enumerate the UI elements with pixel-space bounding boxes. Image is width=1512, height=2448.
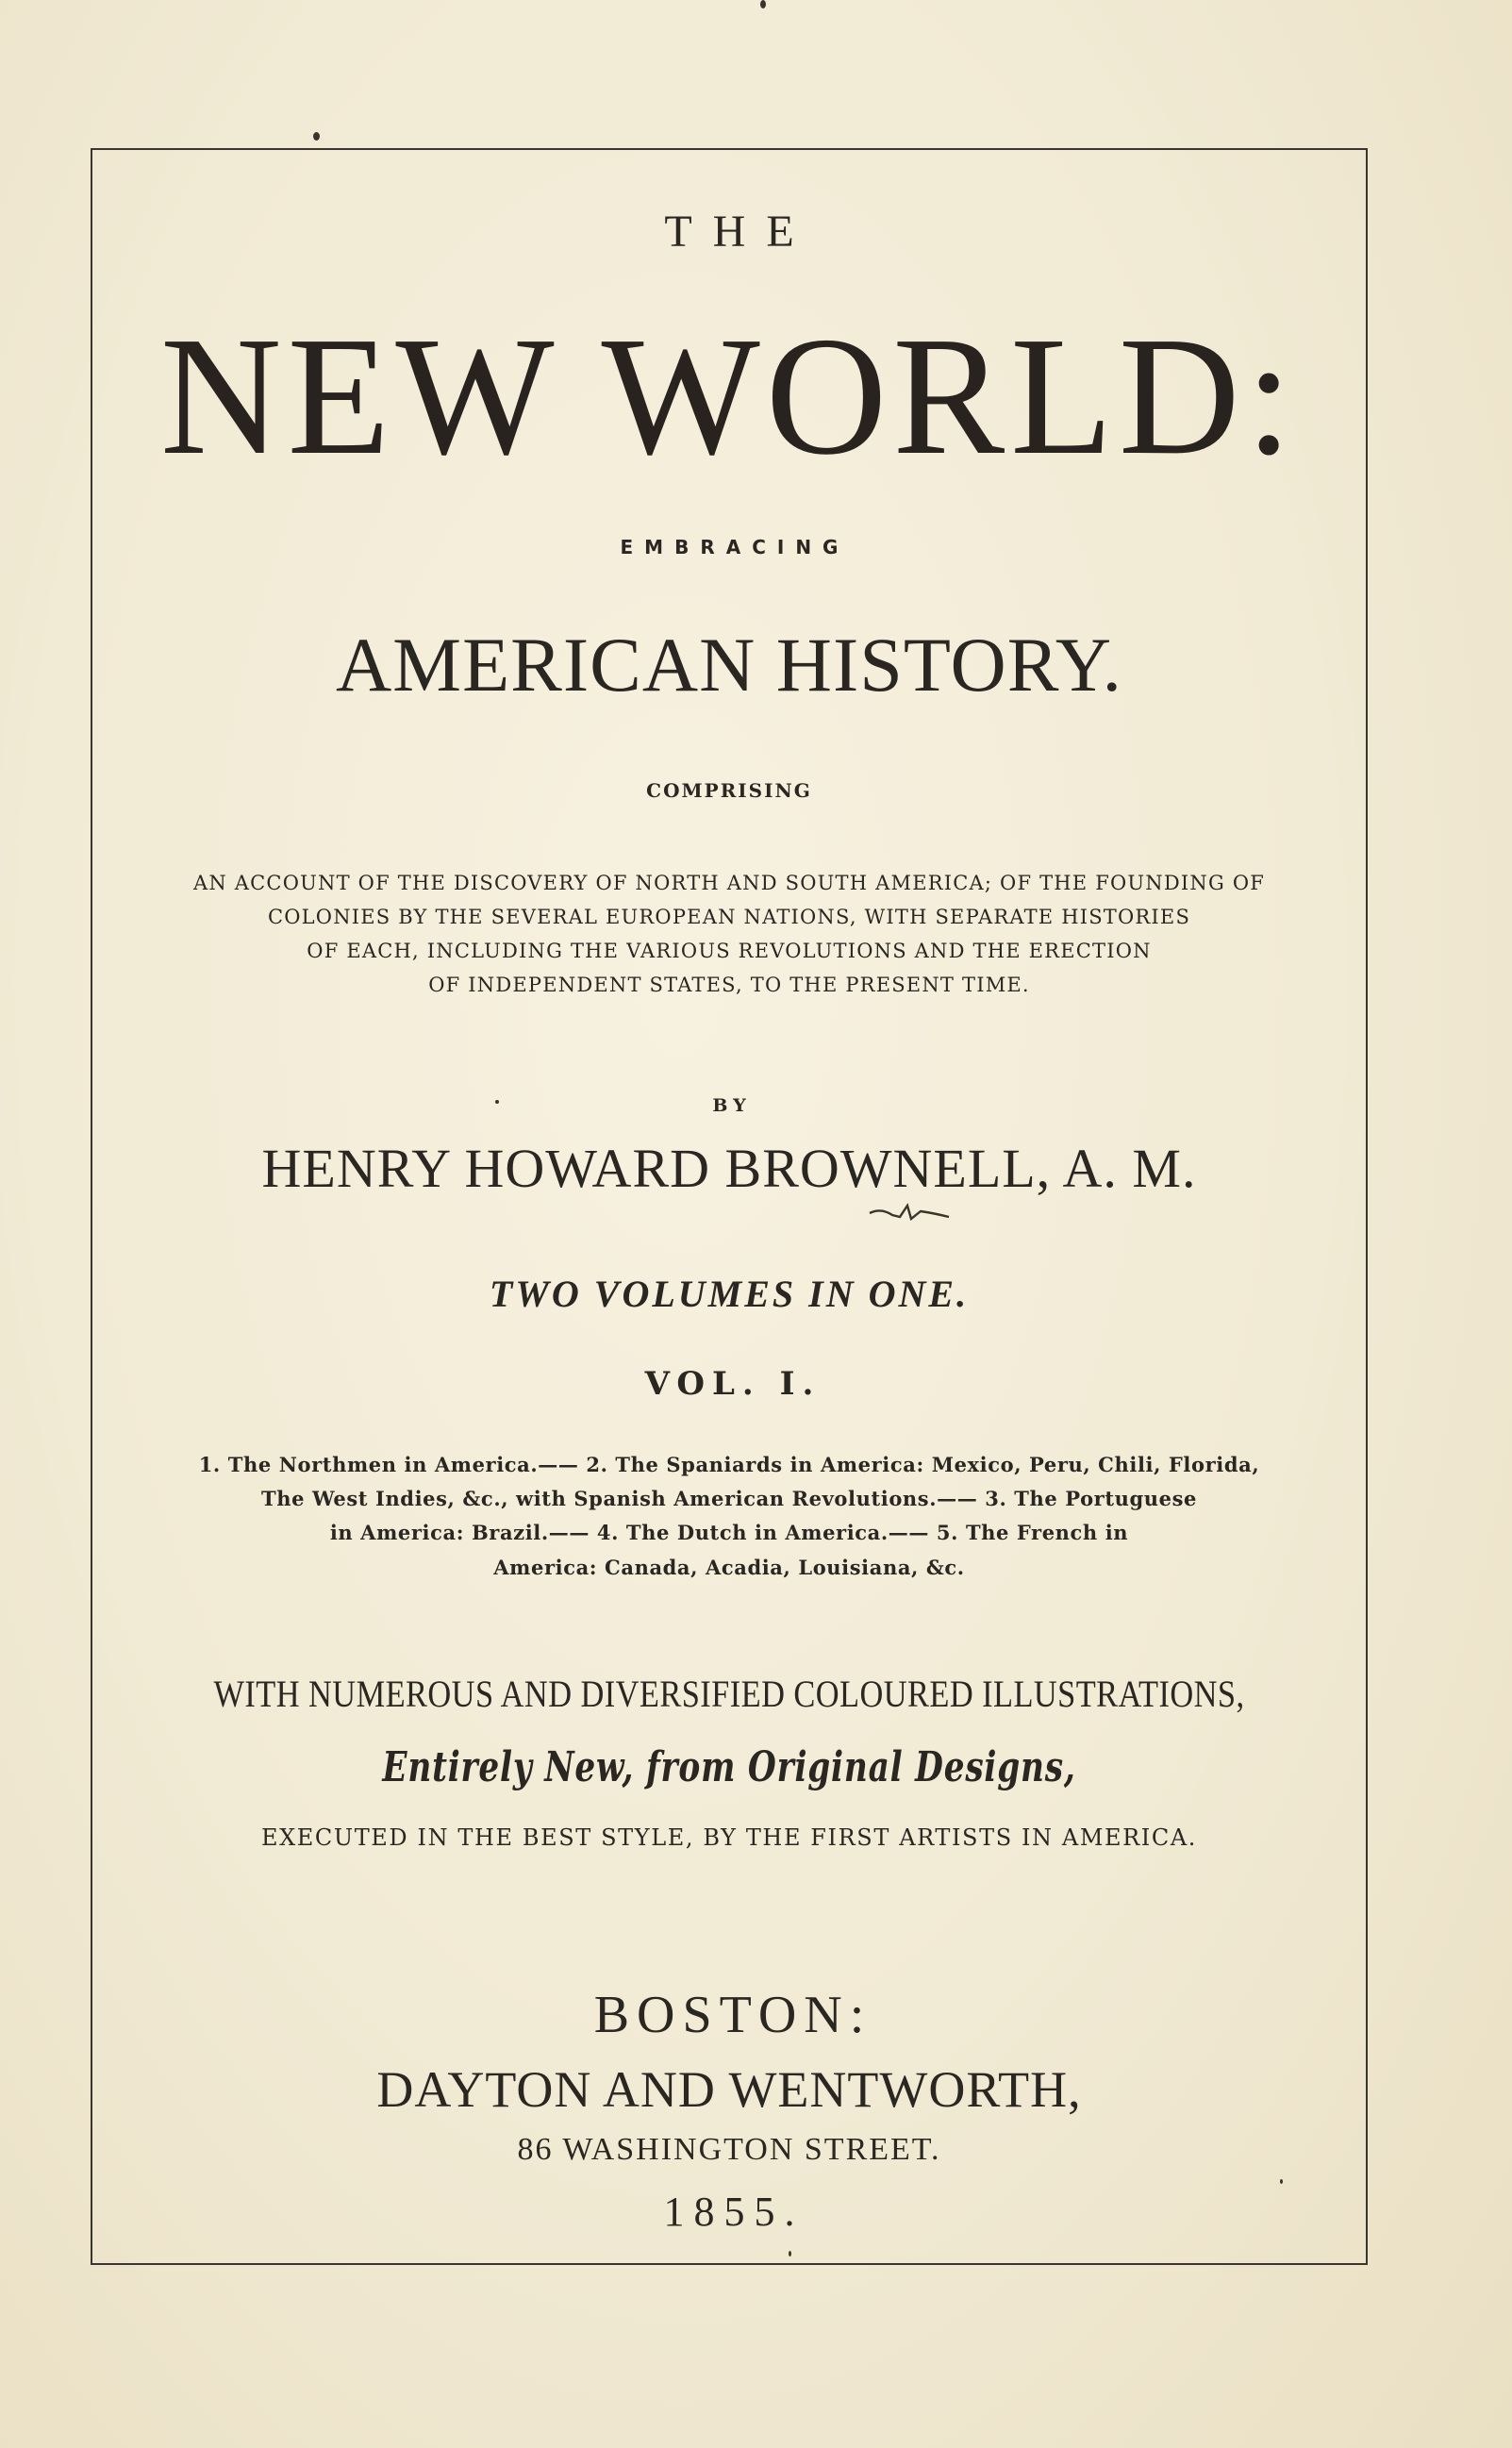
contents-line: 1. The Northmen in America.—— 2. The Spaniards in America: Mexico, Peru, Chili, Florida, <box>198 1453 1260 1476</box>
illustrations-note: WITH NUMEROUS AND DIVERSIFIED COLOURED ILLUSTRATIONS, <box>213 1673 1245 1715</box>
flourish-ornament-icon <box>868 1200 953 1228</box>
ink-speck <box>313 132 320 141</box>
by-label: BY <box>712 1095 752 1116</box>
main-title: NEW WORLD: <box>159 302 1299 490</box>
executed-note: EXECUTED IN THE BEST STYLE, BY THE FIRST ARTISTS IN AMERICA. <box>260 1824 1197 1851</box>
ink-speck <box>789 2251 791 2256</box>
publisher-name: DAYTON AND WENTWORTH, <box>376 2061 1082 2118</box>
contents-line: The West Indies, &c., with Spanish American Revolutions.—— 3. The Portuguese <box>260 1487 1198 1510</box>
ink-speck <box>1280 2179 1283 2184</box>
account-line: AN ACCOUNT OF THE DISCOVERY OF NORTH AND SOUTH AMERICA; OF THE FOUNDING OF <box>192 872 1266 894</box>
publication-city: BOSTON: <box>593 1986 872 2044</box>
publisher-address: 86 WASHINGTON STREET. <box>517 2132 941 2167</box>
designs-note: Entirely New, from Original Designs, <box>382 1743 1076 1791</box>
volume-number: VOL. I. <box>644 1365 822 1403</box>
ink-speck <box>760 0 766 8</box>
account-line: OF EACH, INCLUDING THE VARIOUS REVOLUTIONS AND THE ERECTION <box>307 940 1152 962</box>
comprising-label: COMPRISING <box>646 779 812 802</box>
contents-line: America: Canada, Acadia, Louisiana, &c. <box>493 1556 965 1579</box>
publication-year: 1855. <box>663 2189 805 2235</box>
embracing-label: EMBRACING <box>620 536 850 558</box>
contents-line: in America: Brazil.—— 4. The Dutch in America.—— 5. The French in <box>329 1521 1129 1544</box>
author-name: HENRY HOWARD BROWNELL, A. M. <box>261 1138 1197 1199</box>
subtitle: AMERICAN HISTORY. <box>335 622 1123 708</box>
ink-speck <box>495 1100 499 1104</box>
volumes-note: TWO VOLUMES IN ONE. <box>489 1273 970 1315</box>
account-line: COLONIES BY THE SEVERAL EUROPEAN NATIONS, WITH SEPARATE HISTORIES <box>267 906 1191 928</box>
account-line: OF INDEPENDENT STATES, TO THE PRESENT TIME. <box>428 974 1030 996</box>
title-article: THE <box>664 207 815 257</box>
